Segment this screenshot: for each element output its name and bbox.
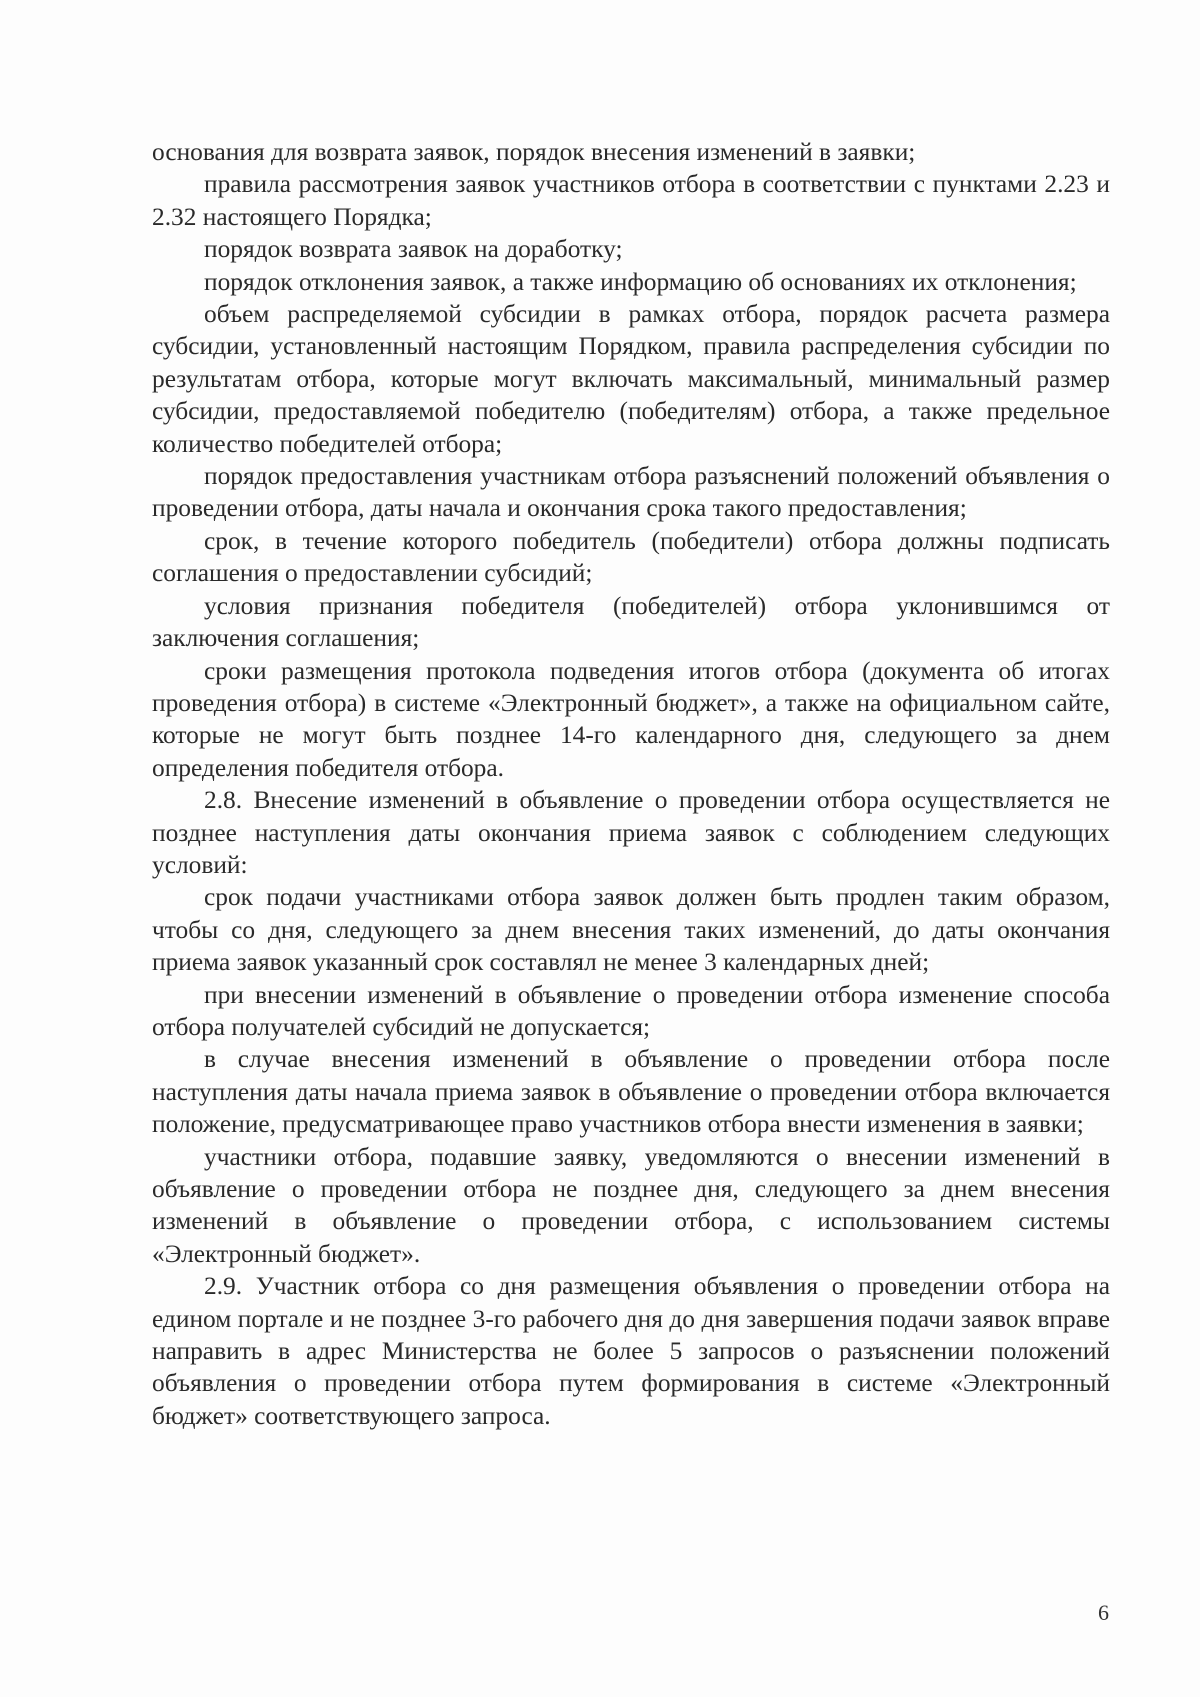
paragraph: объем распределяемой субсидии в рамках отбора, порядок расчета размера субсидии, установленный настоящим Порядком, правила распределения субсидии по результатам отбора, которые могут включать максимальный, минимальный размер субсидии, предоставляемой победителю (победителям) отбора, а также предельное количество победителей отбора; [152,300,1110,458]
section-2-9-paragraph: 2.9. Участник отбора со дня размещения объявления о проведении отбора на едином портале и не позднее 3-го рабочего дня до дня завершения подачи заявок вправе направить в адрес Министерства не более 5 запросов о разъяснении положений объявления о проведении отбора путем формирования в системе «Электронный бюджет» соответствующего запроса. [152,1272,1110,1430]
paragraph: основания для возврата заявок, порядок внесения изменений в заявки; [152,138,916,166]
paragraph: порядок отклонения заявок, а также информацию об основаниях их отклонения; [204,267,1077,296]
paragraph: порядок предоставления участникам отбора разъяснений положений объявления о проведении отбора, даты начала и окончания срока такого предоставления; [152,462,1110,523]
page-number: 6 [1098,1600,1109,1625]
paragraph: при внесении изменений в объявление о проведении отбора изменение способа отбора получателей субсидий не допускается; [152,980,1110,1041]
paragraph: сроки размещения протокола подведения итогов отбора (документа об итогах проведения отбора) в системе «Электронный бюджет», а также на официальном сайте, которые не могут быть позднее 14-го календарного дня, следующего за днем определения победителя отбора. [152,656,1110,782]
paragraph: срок, в течение которого победитель (победители) отбора должны подписать соглашения о предоставлении субсидий; [152,526,1110,588]
paragraph: в случае внесения изменений в объявление о проведении отбора после наступления даты начала приема заявок в объявление о проведении отбора включается положение, предусматривающее право участников отбора внести изменения в заявки; [152,1045,1110,1139]
paragraph: участники отбора, подавшие заявку, уведомляются о внесении изменений в объявление о проведении отбора не позднее дня, следующего за днем внесения изменений в объявление о проведении отбора, с использованием системы «Электронный бюджет». [152,1142,1110,1268]
paragraph: условия признания победителя (победителей) отбора уклонившимся от заключения соглашения; [152,591,1110,653]
paragraph: срок подачи участниками отбора заявок должен быть продлен таким образом, чтобы со дня, следующего за днем внесения таких изменений, до даты окончания приема заявок указанный срок составлял не менее 3 календарных дней; [152,883,1110,977]
paragraph: правила рассмотрения заявок участников отбора в соответствии с пунктами 2.23 и 2.32 настоящего Порядка; [152,170,1110,231]
section-2-8-paragraph: 2.8. Внесение изменений в объявление о проведении отбора осуществляется не позднее наступления даты окончания приема заявок с соблюдением следующих условий: [152,786,1110,879]
document-body [152,136,1110,1432]
paragraph: порядок возврата заявок на доработку; [204,235,623,264]
